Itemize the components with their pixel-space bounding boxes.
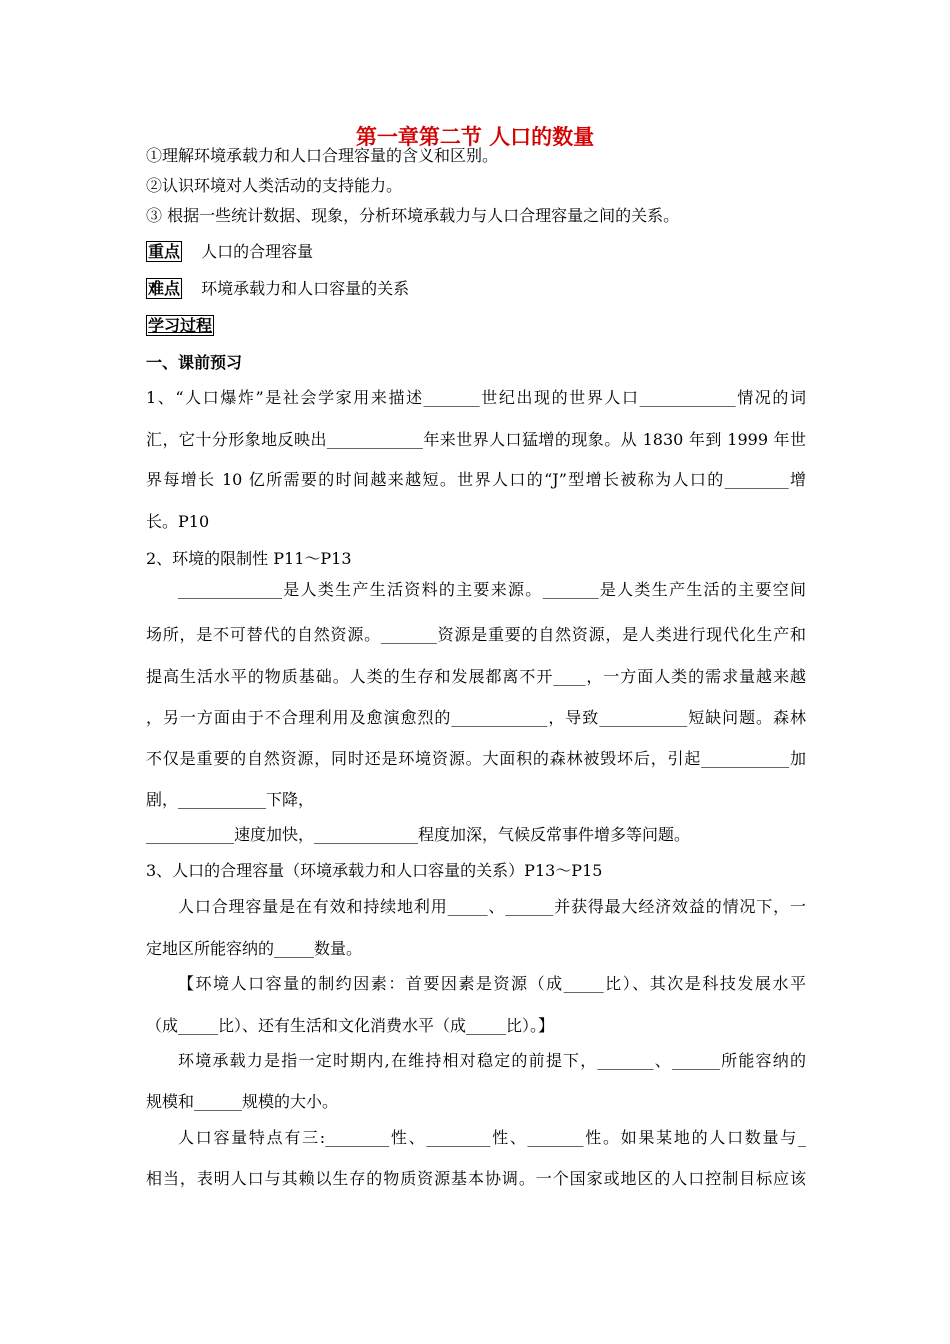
difficulty-text: 环境承载力和人口容量的关系 [201, 279, 410, 298]
text-line-16: 【环境人口容量的制约因素：首要因素是资源（成_____比）、其次是科技发展水平 [178, 974, 806, 993]
text-line-10: 不仅是重要的自然资源，同时还是环境资源。大面积的森林被毁坏后，引起___________加 [146, 749, 806, 768]
key-point-row [146, 242, 313, 262]
text-line-19: 规模和______规模的大小。 [146, 1092, 339, 1111]
page-title: 第一章第二节 人口的数量 [355, 124, 595, 149]
text-line-6: _____________是人类生产生活资料的主要来源。_______是人类生产生活的主要空间 [178, 580, 806, 599]
text-line-15: 定地区所能容纳的_____数量。 [146, 939, 363, 958]
text-line-18: 环境承载力是指一定时期内,在维持相对稳定的前提下，_______、______所能容纳的 [178, 1051, 806, 1070]
preview-heading: 一、课前预习 [146, 353, 243, 372]
process-heading: 学习过程 [148, 316, 213, 335]
key-point-label: 重点 [148, 242, 181, 261]
difficulty-row [146, 279, 409, 299]
goal-line-1: ①理解环境承载力和人口合理容量的含义和区别。 [146, 146, 499, 165]
text-line-21: 相当，表明人口与其赖以生存的物质资源基本协调。一个国家或地区的人口控制目标应该 [146, 1169, 806, 1188]
text-line-2: 汇，它十分形象地反映出____________年来世界人口猛增的现象。从 1830 年到 1999 年世 [146, 430, 806, 449]
text-line-14: 人口合理容量是在有效和持续地利用_____、______并获得最大经济效益的情况下，一 [178, 897, 806, 916]
text-line-13: 3、人口的合理容量（环境承载力和人口容量的关系）P13～P15 [146, 861, 603, 880]
text-line-4: 长。P10 [146, 512, 210, 531]
goal-line-2: ②认识环境对人类活动的支持能力。 [146, 176, 403, 195]
process-heading-row [146, 316, 214, 336]
text-line-17: （成_____比）、还有生活和文化消费水平（成_____比）。】 [146, 1016, 555, 1035]
text-line-3: 界每增长 10 亿所需要的时间越来越短。世界人口的“J”型增长被称为人口的________增 [146, 470, 806, 489]
text-line-9: ，另一方面由于不合理利用及愈演愈烈的____________，导致___________短缺问题。森林 [146, 708, 806, 727]
text-line-5: 2、环境的限制性 P11～P13 [146, 549, 352, 568]
text-line-7: 场所，是不可替代的自然资源。_______资源是重要的自然资源，是人类进行现代化生产和 [146, 625, 806, 644]
text-line-12: ___________速度加快，_____________程度加深，气候反常事件增多等问题。 [146, 825, 691, 844]
text-line-1: 1、“人口爆炸”是社会学家用来描述_______世纪出现的世界人口____________情况的词 [146, 388, 806, 407]
text-line-20: 人口容量特点有三:________性、________性、_______性。如果某地的人口数量与_ [178, 1128, 806, 1147]
text-line-11: 剧，___________下降， [146, 790, 315, 809]
text-line-8: 提高生活水平的物质基础。人类的生存和发展都离不开____，一方面人类的需求量越来越 [146, 667, 806, 686]
goal-line-3: ③ 根据一些统计数据、现象，分析环境承载力与人口合理容量之间的关系。 [146, 206, 680, 225]
difficulty-label: 难点 [148, 279, 181, 298]
key-point-text: 人口的合理容量 [201, 242, 314, 261]
